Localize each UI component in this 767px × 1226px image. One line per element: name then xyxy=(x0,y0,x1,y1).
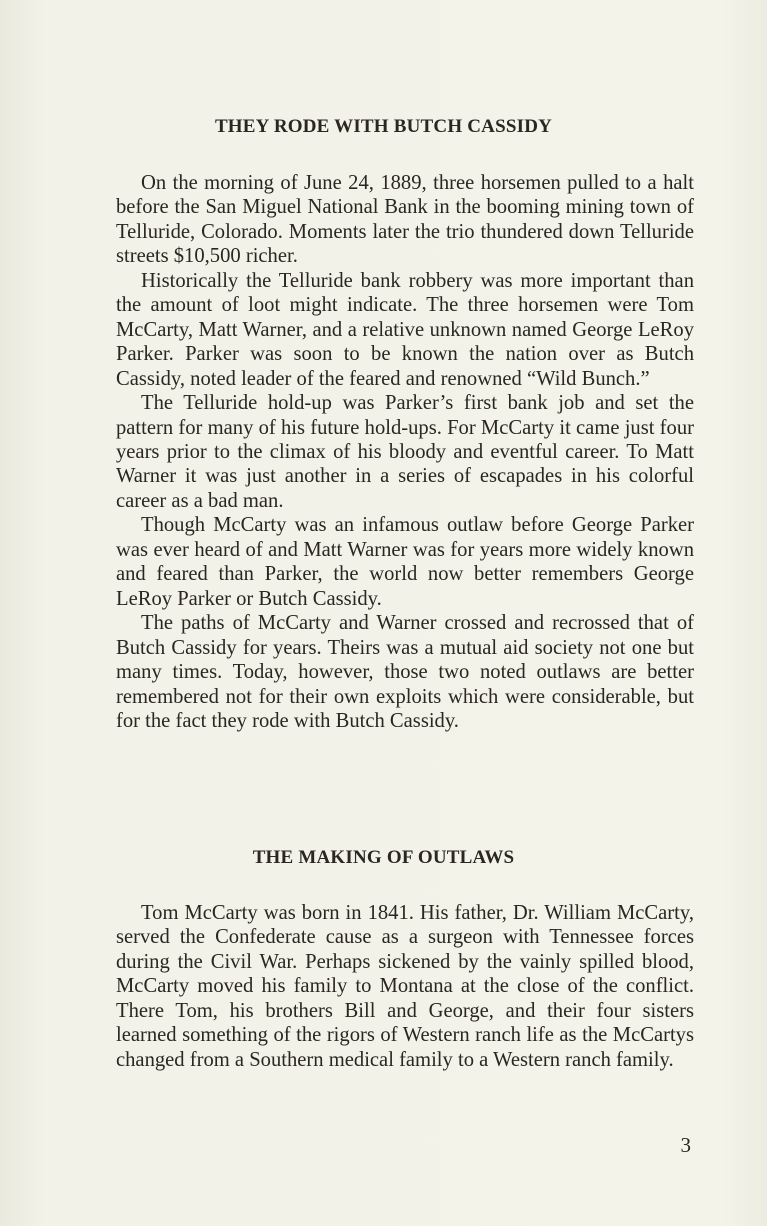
paragraph: Though McCarty was an infamous outlaw before George Parker was ever heard of and Matt Warner was for years more widely known and feared than Parker, the world now better remembers George LeRoy Parker or Butch Cassidy. xyxy=(116,514,694,610)
section-heading-2: THE MAKING OF OUTLAWS xyxy=(252,847,515,868)
page-number: 3 xyxy=(680,1133,691,1157)
paragraph: The Telluride hold-up was Parker’s first bank job and set the pattern for many of his future hold-ups. For McCarty it came just four years prior to the climax of his bloody and eventful career. To Matt Warner it was just another in a series of escapades in his colorful career as a bad man. xyxy=(116,392,694,512)
paragraph: Historically the Telluride bank robbery was more important than the amount of loot might indicate. The three horsemen were Tom McCarty, Matt Warner, and a relative unknown named George LeRoy Parker. Parker was soon to be known the nation over as Butch Cassidy, noted leader of the feared and renowned “Wild Bunch.” xyxy=(116,269,694,390)
section-heading-1: THEY RODE WITH BUTCH CASSIDY xyxy=(214,116,553,137)
paragraph: On the morning of June 24, 1889, three horsemen pulled to a halt before the San Miguel National Bank in the booming mining town of Telluride, Colorado. Moments later the trio thundered down Telluride streets $10,500 richer. xyxy=(116,172,694,268)
paragraph: Tom McCarty was born in 1841. His father, Dr. William McCarty, served the Confederate cause as a surgeon with Tennessee forces during the Civil War. Perhaps sickened by the vainly spilled blood, McCarty moved his family to Montana at the close of the conflict. There Tom, his brothers Bill and George, and their four sisters learned something of the rigors of Western ranch life as the McCartys changed from a Southern medical family to a Western ranch family. xyxy=(116,902,694,1071)
section-2-body xyxy=(116,901,694,1072)
paragraph: The paths of McCarty and Warner crossed and recrossed that of Butch Cassidy for years. Theirs was a mutual aid society not one but many times. Today, however, those two noted outlaws are better remembered not for their own exploits which were considerable, but for the fact they rode with Butch Cassidy. xyxy=(116,612,694,732)
section-1-body xyxy=(116,171,694,733)
